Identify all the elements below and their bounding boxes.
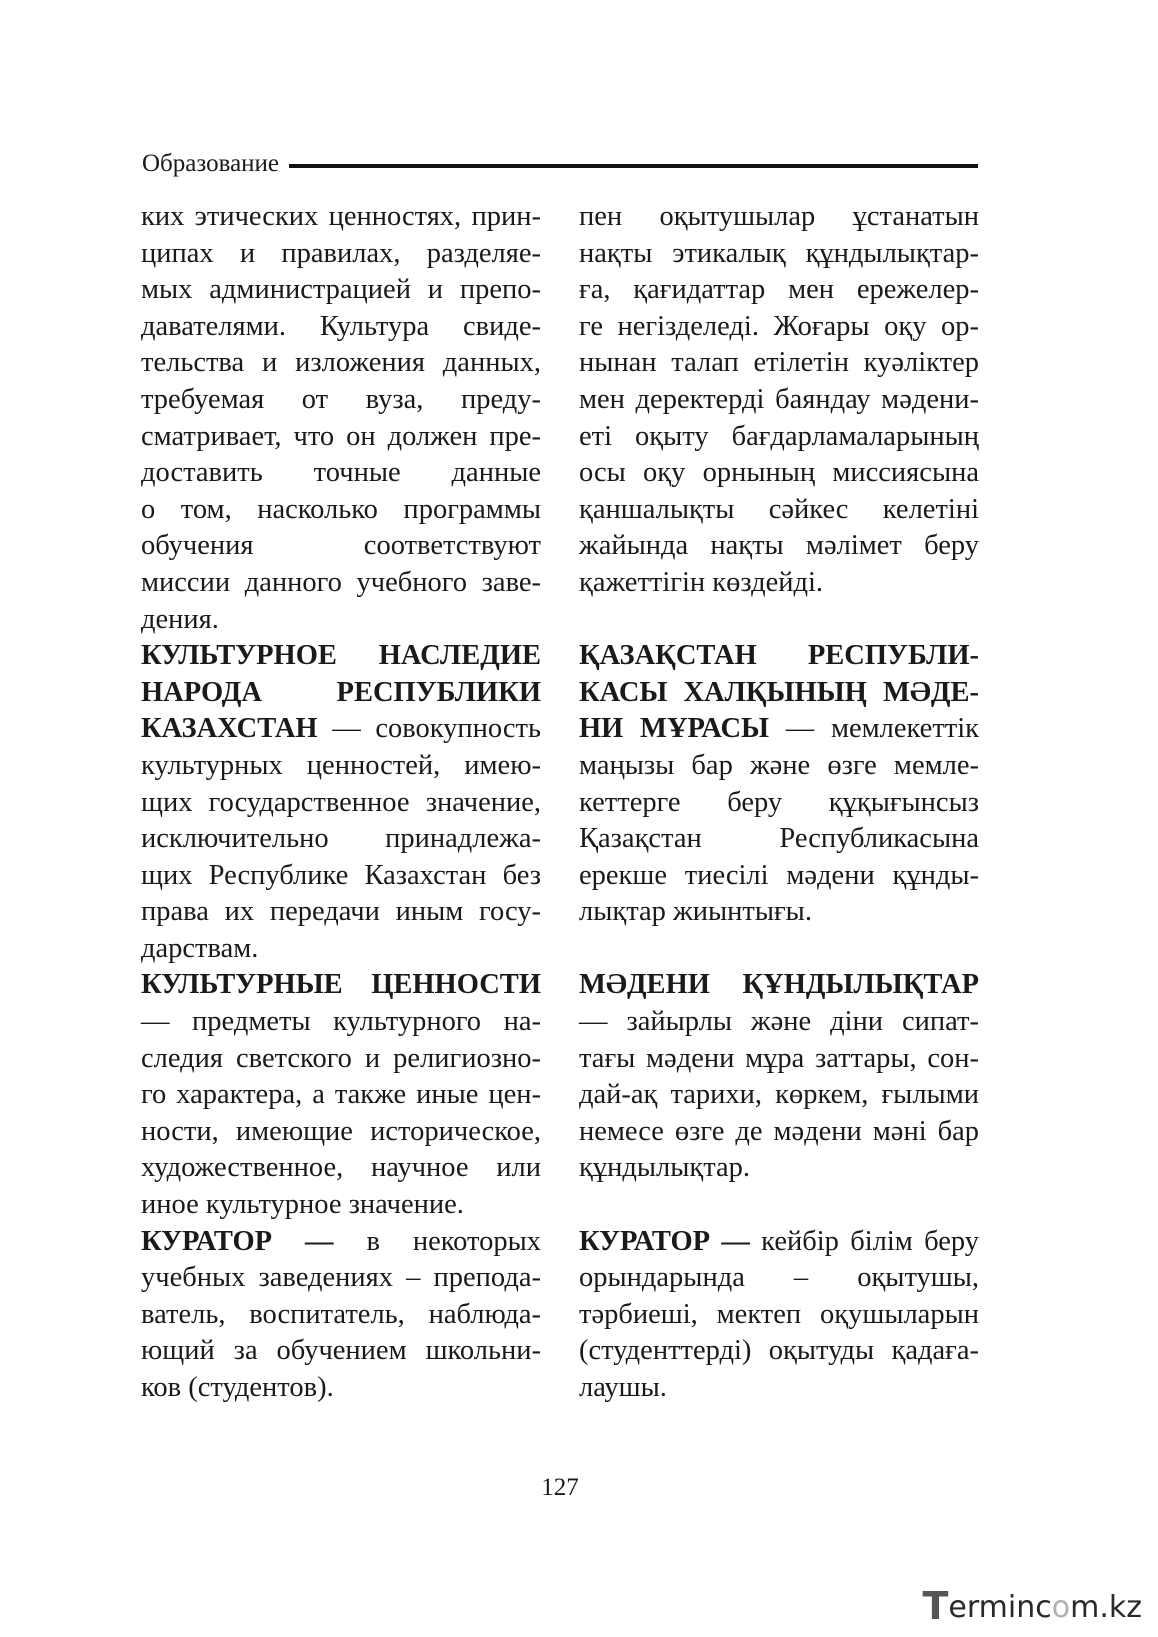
text-line: ципах и правилах, разделяе- (141, 237, 541, 269)
text-line: доставить точные данные (141, 457, 541, 489)
entry-cultural-heritage-kz (579, 638, 979, 931)
entry-cultural-heritage (141, 638, 541, 967)
watermark-magnifier-icon: o (1051, 1590, 1071, 1625)
text-line: немесе өзге де мәдени мәні бар (579, 1115, 979, 1147)
text-line: следия светского и религиозно- (141, 1042, 541, 1074)
text-line: сматривает, что он должен пре- (141, 420, 541, 452)
text-line: ких этических ценностях, прин- (141, 201, 541, 232)
text-line: миссии данного учебного заве- (141, 566, 541, 598)
entry-curator-kz (579, 1224, 979, 1407)
text-line: ерекше тиесілі мәдени құнды- (579, 859, 979, 891)
watermark-letter: T (922, 1584, 949, 1628)
text-line: ға, қағидаттар мен ережелер- (579, 274, 979, 306)
text-line: культурных ценностей, имею- (141, 749, 541, 781)
entry-term: МӘДЕНИ ҚҰНДЫЛЫҚТАР (579, 969, 979, 1001)
text-line: обучения соответствуют (141, 530, 541, 562)
entry-term: КУЛЬТУРНЫЕ ЦЕННОСТИ (141, 969, 541, 1001)
entry-text: кейбір білім беру (749, 1225, 980, 1257)
spacer (579, 931, 979, 968)
text-line: — зайырлы және діни сипат- (579, 1006, 979, 1038)
page-header (142, 147, 978, 181)
text-line: қаншалықты сәйкес келетіні (579, 493, 979, 525)
text-line: ватель, воспитатель, наблюда- (141, 1298, 541, 1330)
text-line: маңызы бар және өзге мемле- (579, 749, 979, 781)
entry-term: КАЗАХСТАН (141, 713, 318, 745)
text-line (141, 711, 541, 748)
text-line: (студенттерді) оқытуды қадаға- (579, 1335, 979, 1367)
text-line: құндылықтар. (579, 1152, 751, 1184)
text-line (579, 711, 979, 748)
text-line: еті оқыту бағдарламаларының (579, 420, 979, 452)
text-line: исключительно принадлежа- (141, 823, 541, 855)
text-line: иное культурное значение. (141, 1189, 464, 1221)
watermark-text: m.kz (1070, 1590, 1142, 1625)
text-line: нақты этикалық құндылықтар- (579, 237, 979, 269)
text-line: дай-ақ тарихи, көркем, ғылыми (579, 1079, 979, 1111)
text-line: лықтар жиынтығы. (579, 896, 812, 928)
entry-text: — мемлекеттік (769, 713, 980, 745)
text-line: ге негізделеді. Жоғары оқу ор- (579, 310, 979, 342)
text-line: требуемая от вуза, преду- (141, 383, 541, 415)
text-line (579, 1224, 979, 1261)
left-intro-paragraph (141, 199, 541, 638)
text-line: ности, имеющие историческое, (141, 1115, 541, 1147)
text-line: го характера, а также иные цен- (141, 1079, 541, 1111)
text-line: права их передачи иным госу- (141, 896, 541, 928)
entry-term: КУЛЬТУРНОЕ НАСЛЕДИЕ (141, 640, 541, 672)
text-line: тәрбиеші, мектеп оқушыларын (579, 1298, 979, 1330)
entry-curator (141, 1224, 541, 1407)
text-line: лаушы. (579, 1372, 667, 1403)
text-line (141, 1224, 541, 1261)
text-line: — предметы культурного на- (141, 1006, 541, 1038)
entry-term: КУРАТОР — (141, 1225, 334, 1257)
text-line: ков (студентов). (141, 1372, 334, 1403)
text-line: тельства и изложения данных, (141, 347, 541, 379)
page-number: 127 (541, 1474, 579, 1501)
header-rule (289, 164, 978, 168)
text-line: кеттерге беру құқығынсыз (579, 786, 979, 818)
entry-term: КУРАТОР — (579, 1225, 750, 1257)
text-line: пен оқытушылар ұстанатын (579, 201, 979, 232)
entry-text: в некоторых (333, 1225, 542, 1257)
text-line: нынан талап етілетін куәліктер (579, 347, 979, 379)
text-line: Қазақстан Республикасына (579, 823, 979, 855)
text-line: мен деректерді баяндау мәдени- (579, 383, 979, 415)
entry-term: НАРОДА РЕСПУБЛИКИ (141, 676, 541, 708)
text-line: дарствам. (141, 932, 259, 964)
right-intro-paragraph (579, 199, 979, 602)
text-line: тағы мәдени мұра заттары, сон- (579, 1042, 979, 1074)
text-line: давателями. Культура свиде- (141, 310, 541, 342)
text-line: қажеттігін көздейді. (579, 566, 824, 598)
watermark-logo (922, 1584, 1142, 1628)
section-title: Образование (142, 150, 280, 177)
entry-term: КАСЫ ХАЛҚЫНЫҢ МӘДЕ- (579, 676, 979, 708)
spacer (579, 602, 979, 639)
entry-term: ҚАЗАҚСТАН РЕСПУБЛИ- (579, 640, 979, 672)
text-line: о том, насколько программы (141, 493, 541, 525)
text-line: щих Республике Казахстан без (141, 859, 541, 891)
left-column (141, 199, 541, 1407)
text-line: жайында нақты мәлімет беру (579, 530, 979, 562)
entry-cultural-values-kz (579, 967, 979, 1187)
entry-term: НИ МҰРАСЫ (579, 713, 770, 745)
text-line: осы оқу орнының миссиясына (579, 457, 979, 489)
text-line: орындарында – оқытушы, (579, 1262, 979, 1294)
entry-cultural-values (141, 967, 541, 1223)
text-line: ющий за обучением школьни- (141, 1335, 541, 1367)
text-line: мых администрацией и препо- (141, 274, 541, 306)
watermark-text: erminc (948, 1590, 1052, 1625)
text-line: учебных заведениях – препода- (141, 1262, 541, 1294)
entry-text: — совокупность (317, 713, 541, 745)
text-line: дения. (141, 603, 219, 635)
text-line: художественное, научное или (141, 1152, 541, 1184)
right-column (579, 199, 979, 1407)
spacer (579, 1187, 979, 1224)
text-line: щих государственное значение, (141, 786, 541, 818)
